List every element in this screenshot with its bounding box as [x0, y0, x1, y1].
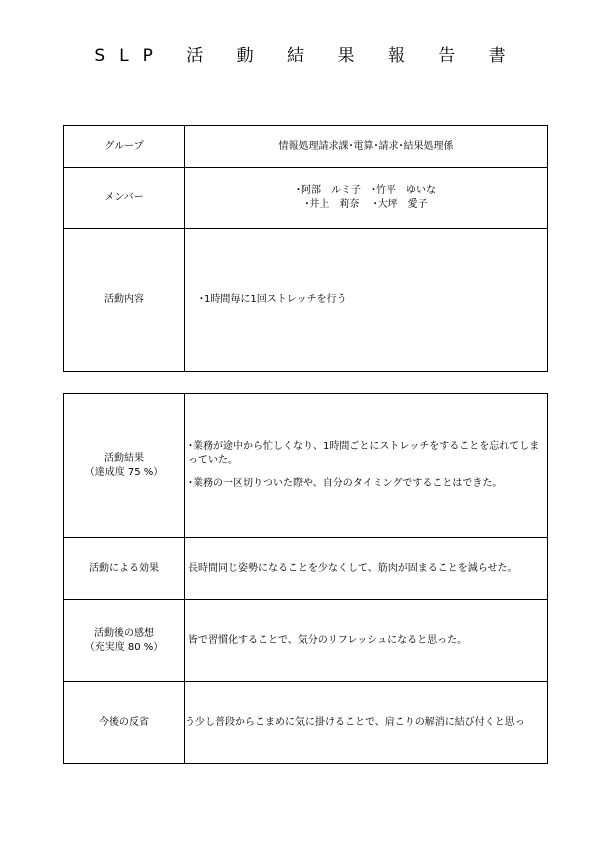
result-table — [63, 393, 548, 764]
reflection-label: 今後の反省 — [64, 682, 185, 764]
table-row — [64, 682, 548, 764]
activity-label: 活動内容 — [64, 229, 185, 372]
members-line-2: ･井上 莉奈 ･大坪 愛子 — [304, 199, 428, 210]
result-item-1: ･業務が途中から忙しくなり、1時間ごとにストレッチをすることを忘れてしまっていた。 — [188, 441, 540, 466]
result-cell — [185, 394, 548, 538]
table-row — [64, 168, 548, 229]
table-row — [64, 126, 548, 168]
group-info-table — [63, 125, 548, 372]
group-value: 情報処理請求課･電算･請求･結果処理係 — [185, 126, 548, 168]
impression-label-cell — [64, 600, 185, 682]
table-row — [64, 394, 548, 538]
impression-value: 皆で習慣化することで、気分のリフレッシュになると思った。 — [185, 600, 548, 682]
table-row — [64, 229, 548, 372]
reflection-value: う少し普段からこまめに気に掛けることで、肩こりの解消に結び付くと思っ — [185, 682, 548, 764]
members-cell — [185, 168, 548, 229]
members-line-1: ･阿部 ルミ子 ･竹平 ゆいな — [296, 185, 436, 196]
table-row — [64, 600, 548, 682]
table-row — [64, 538, 548, 600]
effect-value: 長時間同じ姿勢になることを少なくして、筋肉が固まることを減らせた。 — [185, 538, 548, 600]
page-title: SLP 活 動 結 果 報 告 書 — [94, 46, 520, 66]
impression-sublabel: （充実度 80 %） — [84, 641, 164, 653]
activity-value: ･1時間毎に1回ストレッチを行う — [185, 229, 548, 372]
members-label: メンバー — [64, 168, 185, 229]
result-item-2: ･業務の一区切りついた際や、自分のタイミングですることはできた。 — [188, 478, 503, 489]
impression-label: 活動後の感想 — [94, 627, 154, 639]
result-sublabel: （達成度 75 %） — [84, 466, 164, 478]
group-label: グループ — [64, 126, 185, 168]
effect-label: 活動による効果 — [64, 538, 185, 600]
result-label-cell — [64, 394, 185, 538]
result-label: 活動結果 — [104, 452, 144, 464]
